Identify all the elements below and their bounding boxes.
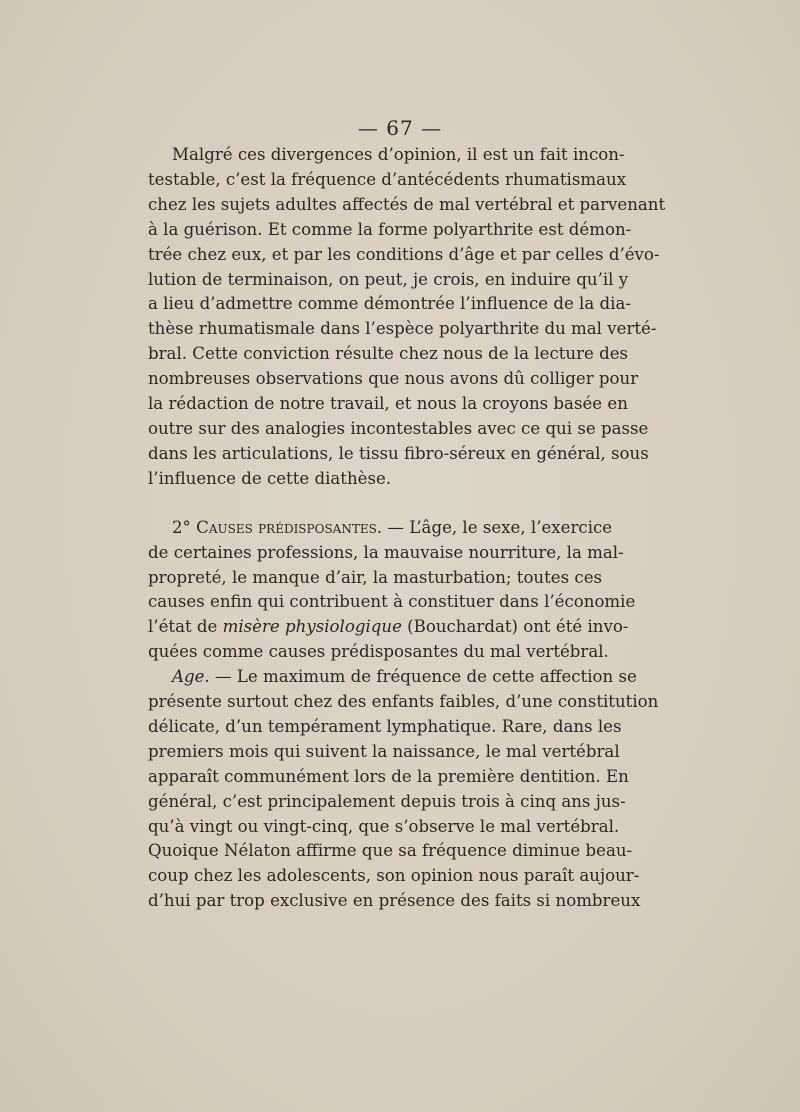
text-line: nombreuses observations que nous avons dû colliger pour — [148, 369, 639, 389]
text-line: présente surtout chez des enfants faibles, d’une constitution — [148, 692, 659, 712]
text-line: la rédaction de notre travail, et nous la croyons basée en — [148, 394, 628, 414]
text-line: testable, c’est la fréquence d’antécédents rhumatismaux — [148, 169, 627, 189]
paragraph-predisposing-causes — [148, 516, 636, 665]
text-line: causes enfin qui contribuent à constituer dans l’économie — [148, 592, 636, 612]
text-line: à la guérison. Et comme la forme polyarthrite est démon- — [148, 219, 632, 239]
text-line: propreté, le manque d’air, la masturbation; toutes ces — [148, 567, 603, 587]
subsection-heading: Age. — [172, 667, 210, 687]
text-line: l’influence de cette diathèse. — [148, 468, 392, 488]
text-line: lution de terminaison, on peut, je crois, en induire qu’il y — [148, 269, 629, 289]
text-line — [148, 516, 613, 541]
heading-continuation: — L’âge, le sexe, l’exercice — [382, 517, 613, 537]
text-line: qu’à vingt ou vingt-cinq, que s’observe le mal vertébral. — [148, 816, 620, 836]
text-line: dans les articulations, le tissu fibro-séreux en général, sous — [148, 443, 649, 463]
text-line: thèse rhumatismale dans l’espèce polyarthrite du mal verté- — [148, 319, 657, 339]
text-line: coup chez les adolescents, son opinion nous paraît aujour- — [148, 866, 640, 886]
heading-continuation: — Le maximum de fréquence de cette affection se — [209, 667, 637, 687]
body-text — [148, 143, 666, 914]
text-line: quées comme causes prédisposantes du mal vertébral. — [148, 642, 609, 662]
text-line: a lieu d’admettre comme démontrée l’influence de la dia- — [148, 294, 631, 314]
paragraph-age — [148, 665, 659, 914]
text-line — [148, 665, 637, 690]
italic-phrase: misère physiologique — [222, 617, 402, 637]
paragraph-rheumatism — [148, 143, 666, 492]
text-line: outre sur des analogies incontestables avec ce qui se passe — [148, 418, 649, 438]
text-line: chez les sujets adultes affectés de mal vertébral et parvenant — [148, 194, 666, 214]
page-number: — 67 — — [357, 116, 443, 140]
text-line: d’hui par trop exclusive en présence des faits si nombreux — [148, 891, 641, 911]
text-line — [148, 615, 629, 640]
text-line: Quoique Nélaton affirme que sa fréquence diminue beau- — [148, 841, 633, 861]
text-fragment: (Bouchardat) ont été invo- — [401, 617, 629, 637]
text-line: trée chez eux, et par les conditions d’âge et par celles d’évo- — [148, 244, 660, 264]
text-line: apparaît communément lors de la première dentition. En — [148, 766, 629, 786]
text-line: général, c’est principalement depuis trois à cinq ans jus- — [148, 791, 626, 811]
text-line: bral. Cette conviction résulte chez nous de la lecture des — [148, 344, 629, 364]
text-fragment: l’état de — [148, 617, 223, 637]
text-line: délicate, d’un tempérament lymphatique. Rare, dans les — [148, 716, 622, 736]
section-heading: 2° Causes prédisposantes. — [172, 517, 383, 537]
text-line: Malgré ces divergences d’opinion, il est un fait incon- — [172, 145, 625, 164]
text-line: de certaines professions, la mauvaise nourriture, la mal- — [148, 542, 624, 562]
text-line: premiers mois qui suivent la naissance, le mal vertébral — [148, 741, 620, 761]
